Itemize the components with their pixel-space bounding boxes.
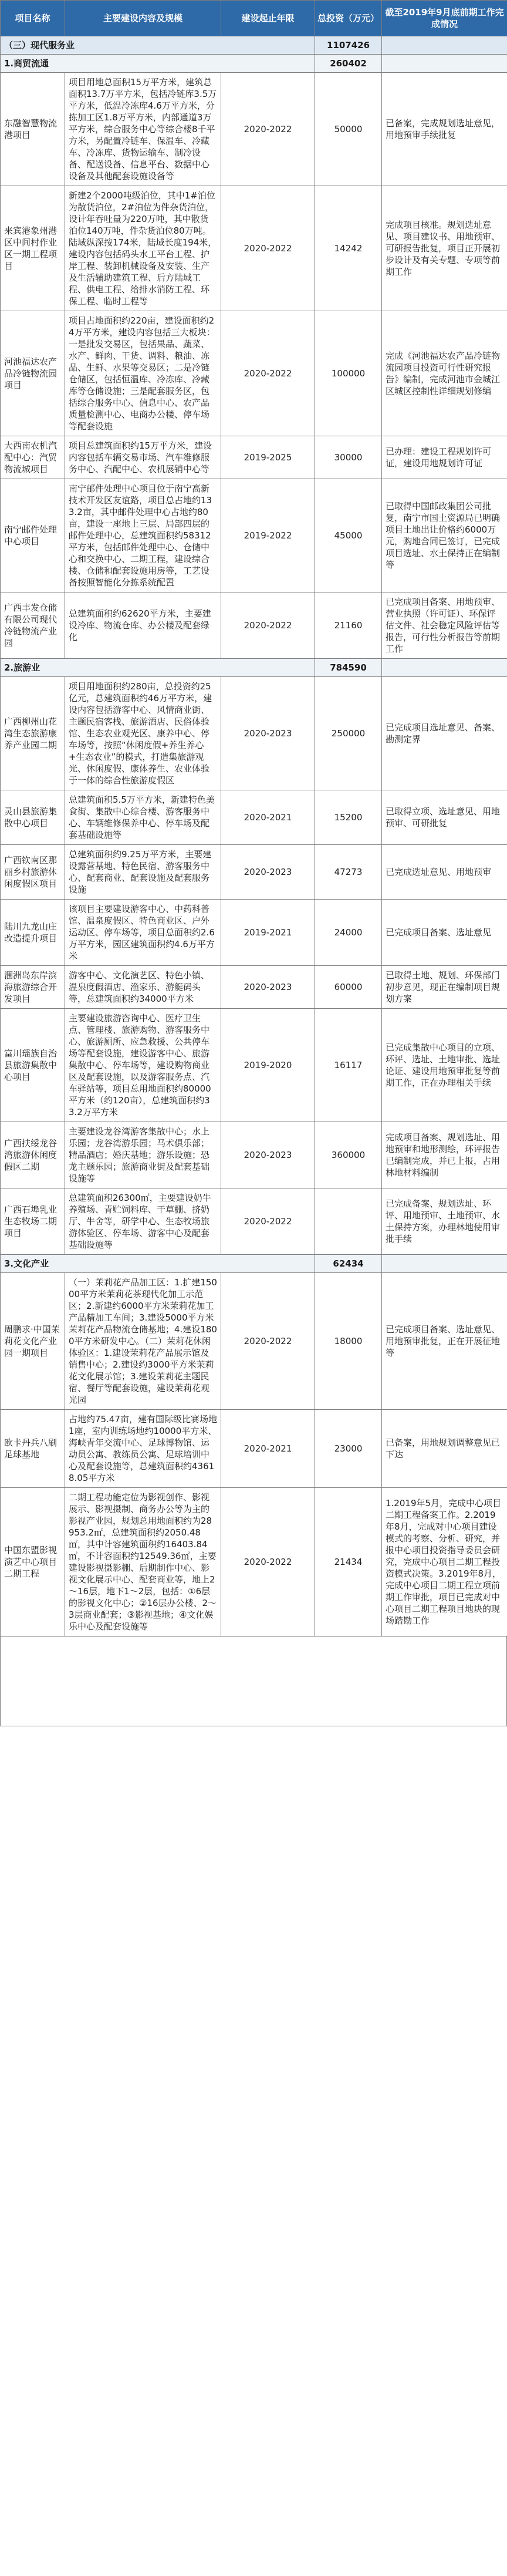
group-title: 3.文化产业 xyxy=(1,1255,315,1273)
header-progress: 截至2019年9月底前期工作完成情况 xyxy=(382,1,507,36)
project-period-cell: 2020-2022 xyxy=(221,311,315,436)
project-name-cell: 灵山县旅游集散中心项目 xyxy=(1,790,65,845)
project-progress-cell: 已完成项目备案、用地预审、营业执照（许可证）、环保评估文件、社会稳定风险评估等报告，可行性分析报告等前期工作 xyxy=(382,592,507,659)
project-period-cell: 2020-2023 xyxy=(221,1122,315,1188)
project-name-cell: 广西石埠乳业生态牧场二期项目 xyxy=(1,1188,65,1255)
project-name-cell: 陆川九龙山庄改造提升项目 xyxy=(1,900,65,966)
project-progress-cell: 完成项目核准。规划选址意见、项目建议书、用地预审、可研报告批复，项目正开展初步设计及有关专题、专项等前期工作 xyxy=(382,186,507,311)
header-period: 建设起止年限 xyxy=(221,1,315,36)
project-content-cell: 游客中心、文化演艺区、特色小镇、温泉度假酒店、渔家乐、游艇码头等，总建筑面积约34000平方米 xyxy=(65,966,221,1009)
group-amount: 62434 xyxy=(315,1255,382,1273)
project-period-cell: 2020-2022 xyxy=(221,1273,315,1410)
section-amount: 1107426 xyxy=(315,36,382,55)
project-content-cell: 占地约75.47亩，建有国际级比赛场地1座，室内训练场地约10000平方米、海峡青年交流中心、足球博物馆、运动员公寓、教练员公寓、足球培训中心及配套设施等，总建筑面积约43618.05平方米 xyxy=(65,1410,221,1488)
project-progress-cell: 已完成项目备案、选址意见 xyxy=(382,900,507,966)
project-investment-cell: 250000 xyxy=(315,677,382,790)
project-investment-cell: 21160 xyxy=(315,592,382,659)
project-name-cell: 涠洲岛东岸滨海旅游综合开发项目 xyxy=(1,966,65,1009)
project-investment-cell: 14242 xyxy=(315,186,382,311)
project-content-cell: 项目用地总面积15万平方米，建筑总面积13.7万平方米，包括冷链库3.5万平方米，低温冷冻库4.6万平方米，分拣加工区1.8万平方米，内部通道3万平方米，综合服务中心等综合楼8千平方米，另配置冷链车、保温车、冷藏车、冷冻库、货物运输车、制冷设备、配送设备、信息平台、数据中心设备及其他配套设施设备等 xyxy=(65,73,221,186)
group-amount: 260402 xyxy=(315,55,382,73)
project-period-cell: 2019-2020 xyxy=(221,1009,315,1122)
project-name-cell: 广西柳州山花湾生态旅游康养产业园二期 xyxy=(1,677,65,790)
project-content-cell: 总建筑面积5.5万平方米，新建特色美食街、集散中心综合楼、游客服务中心、车辆维修保养中心、停车场及配套基础设施等 xyxy=(65,790,221,845)
project-investment-cell: 15200 xyxy=(315,790,382,845)
project-period-cell: 2020-2022 xyxy=(221,186,315,311)
project-period-cell: 2020-2021 xyxy=(221,790,315,845)
project-name-cell: 南宁邮件处理中心项目 xyxy=(1,479,65,592)
project-investment-cell: 50000 xyxy=(315,73,382,186)
group-row xyxy=(1,659,507,677)
project-investment-cell: 60000 xyxy=(315,966,382,1009)
project-progress-cell: 已取得中国邮政集团公司批复，南宁市国土资源局已明确项目土地出让价格约6000万元，购地合同已签订，已完成项目选址、水土保持正在编制等 xyxy=(382,479,507,592)
header-content: 主要建设内容及规模 xyxy=(65,1,221,36)
project-investment-cell: 24000 xyxy=(315,900,382,966)
project-progress-cell: 已完成选址意见、用地预审 xyxy=(382,845,507,900)
table-row xyxy=(1,311,507,436)
project-content-cell: （一）茉莉花产品加工区：1.扩建15000平方米茉莉花茶现代化加工示范区；2.新建约6000平方米茉莉花加工产品精加工车间；3.建设5000平方米茉莉花产品物流仓储基地；4.建设1800平方米研发中心。（二）茉莉花休闲体验区：1.建设茉莉花产品展示馆及销售中心；2.建设约3000平方米茉莉花文化展示馆；3.建设茉莉花主题民宿、餐厅等配套设施，建设茉莉花观光园 xyxy=(65,1273,221,1410)
table-row xyxy=(1,592,507,659)
table-row xyxy=(1,1188,507,1255)
project-name-cell: 大西南农机汽配中心：汽贸物流城项目 xyxy=(1,436,65,479)
project-progress-cell: 已取得立项、选址意见、用地预审、可研批复 xyxy=(382,790,507,845)
group-empty-cell xyxy=(382,1255,507,1273)
project-name-cell: 东融智慧物流港项目 xyxy=(1,73,65,186)
project-period-cell: 2019-2021 xyxy=(221,900,315,966)
group-empty-cell xyxy=(382,55,507,73)
project-progress-cell: 已完成项目选址意见、备案、勘测定界 xyxy=(382,677,507,790)
project-name-cell: 来宾港象州港区中间村作业区一期工程项目 xyxy=(1,186,65,311)
table-row xyxy=(1,436,507,479)
project-content-cell: 主要建设龙谷湾游客集散中心；水上乐园；龙谷湾游乐园；马术俱乐部；精品酒店；婚庆基地；游乐设施；恐龙主题乐园；旅游商业街及配套基础设施等 xyxy=(65,1122,221,1188)
project-progress-cell: 已备案，完成规划选址意见，用地预审手续批复 xyxy=(382,73,507,186)
project-name-cell: 富川瑶族自治县旅游集散中心项目 xyxy=(1,1009,65,1122)
project-content-cell: 二期工程功能定位为影视创作、影视展示、影视摄制、商务办公等为主的影视产业园，规划总用地面积约为28953.2㎡，总建筑面积约2050.48㎡，其中计容建筑面积约16403.84㎡，不计容面积约12549.36㎡，主要建设影视摄影棚、后期制作中心、影视文化展示中心、配套商业等，地上2～16层，地下1～2层，包括：①6层的影视文化中心；②16层办公楼、2～3层商业配套；③影视基地；④文化娱乐中心及配套设施等 xyxy=(65,1488,221,1636)
project-name-cell: 广西钦南区那丽乡村旅游休闲度假区项目 xyxy=(1,845,65,900)
project-investment-cell: 30000 xyxy=(315,436,382,479)
project-progress-cell: 已备案，用地规划调整意见已下达 xyxy=(382,1410,507,1488)
project-period-cell: 2020-2022 xyxy=(221,73,315,186)
group-amount: 784590 xyxy=(315,659,382,677)
project-progress-cell: 已完成备案、规划选址、环评、用地预审、土地预审、水土保持方案，办理林地使用审批手续 xyxy=(382,1188,507,1255)
table-row xyxy=(1,677,507,790)
project-content-cell: 新建2个2000吨级泊位，其中1#泊位为散货泊位，2#泊位为件杂货泊位，设计年吞吐量为220万吨，其中散货泊位140万吨，件杂货泊位80万吨。陆域纵深按174米，陆域长度194米，建设内容包括码头水工平台工程、护岸工程、装卸机械设备及安装、生产及生活辅助建筑工程、后方陆域工程、供电工程、给排水消防工程、环保工程、临时工程等 xyxy=(65,186,221,311)
project-content-cell: 总建筑面积26300㎡，主要建设奶牛养殖场、青贮饲料库、干草棚、挤奶厅、牛舍等，研学中心、生态牧场旅游体验区、停车场、游客中心及配套基础设施等 xyxy=(65,1188,221,1255)
project-progress-cell: 完成项目备案、规划选址、用地预审和地形测绘，环评报告已编制完成，并已上报，占用林地材料编制 xyxy=(382,1122,507,1188)
project-name-cell: 欧卡丹兵八刷足球基地 xyxy=(1,1410,65,1488)
project-name-cell: 河池福达农产品冷链物流园项目 xyxy=(1,311,65,436)
project-investment-cell: 23000 xyxy=(315,1410,382,1488)
project-period-cell: 2020-2021 xyxy=(221,1410,315,1488)
project-period-cell: 2019-2025 xyxy=(221,436,315,479)
project-investment-cell: 360000 xyxy=(315,1122,382,1188)
group-row xyxy=(1,1255,507,1273)
table-row xyxy=(1,73,507,186)
table-row xyxy=(1,900,507,966)
project-progress-cell: 已完成集散中心项目的立项、环评、选址、土地审批、选址论证、建设用地预审批复等前期工作，正在办理相关手续 xyxy=(382,1009,507,1122)
header-project-name: 项目名称 xyxy=(1,1,65,36)
section-title: （三）现代服务业 xyxy=(1,36,315,55)
group-title: 2.旅游业 xyxy=(1,659,315,677)
project-period-cell: 2020-2022 xyxy=(221,592,315,659)
project-investment-cell xyxy=(315,1188,382,1255)
project-investment-cell: 18000 xyxy=(315,1273,382,1410)
section-row xyxy=(1,36,507,55)
project-investment-cell: 16117 xyxy=(315,1009,382,1122)
project-period-cell: 2020-2023 xyxy=(221,845,315,900)
table-row xyxy=(1,1122,507,1188)
header-investment: 总投资（万元） xyxy=(315,1,382,36)
project-content-cell: 项目总建筑面积约15万平方米，建设内容包括车辆交易市场、汽车维修服务中心、汽配中心、农机展销中心等 xyxy=(65,436,221,479)
group-row xyxy=(1,55,507,73)
project-content-cell: 项目用地面积约280亩，总投资约25亿元，总建筑面积约46万平方米，建设内容包括游客中心、风情商业街、主题民宿客栈、旅游酒店、民俗体验馆、生态农业观光区、康养中心、停车场等，按照“休闲度假+养生养心+生态农业”的模式，打造集旅游观光、休闲度假、康体养生、农业体验于一体的综合性旅游度假区 xyxy=(65,677,221,790)
group-title: 1.商贸流通 xyxy=(1,55,315,73)
table-bottom-area xyxy=(0,1636,507,1726)
project-investment-cell: 47273 xyxy=(315,845,382,900)
table-row xyxy=(1,1273,507,1410)
project-content-cell: 总建筑面积约9.25万平方米，主要建设露营基地、特色民宿、游客服务中心、配套商业、配套设施及配套服务设施 xyxy=(65,845,221,900)
table-row xyxy=(1,790,507,845)
project-progress-cell: 已取得土地、规划、环保部门初步意见，现正在编制项目规划方案 xyxy=(382,966,507,1009)
table-header-row xyxy=(1,1,507,36)
project-investment-cell: 45000 xyxy=(315,479,382,592)
table-row xyxy=(1,186,507,311)
project-period-cell: 2020-2022 xyxy=(221,1188,315,1255)
project-investment-cell: 100000 xyxy=(315,311,382,436)
project-name-cell: 中国东盟影视演艺中心项目二期工程 xyxy=(1,1488,65,1636)
project-content-cell: 主要建设旅游咨询中心、医疗卫生点、管理楼、旅游购物、游客服务中心、旅游厕所、应急救援、公共停车场等配套设施，建设游客中心、旅游集散中心、停车场等，建设购物商业区及配套设施，以及游客服务点、汽车驿站等，项目总用地面积约80000平方米（约120亩），总建筑面积约33.2万平方米 xyxy=(65,1009,221,1122)
table-row xyxy=(1,479,507,592)
table-row xyxy=(1,1488,507,1636)
project-progress-cell: 已完成项目备案、选址意见、用地预审批复，正在开展征地等 xyxy=(382,1273,507,1410)
table-row xyxy=(1,966,507,1009)
project-name-cell: 广西丰发仓储有限公司现代冷链物流产业园 xyxy=(1,592,65,659)
project-name-cell: 广西扶绥龙谷湾旅游休闲度假区二期 xyxy=(1,1122,65,1188)
project-name-cell: 周鹏求·中国茉莉花文化产业园一期项目 xyxy=(1,1273,65,1410)
project-progress-cell: 已办理：建设工程规划许可证，建设用地规划许可证 xyxy=(382,436,507,479)
section-empty-cell xyxy=(382,36,507,55)
project-investment-cell: 21434 xyxy=(315,1488,382,1636)
table-body xyxy=(1,36,507,1636)
table-row xyxy=(1,1009,507,1122)
project-content-cell: 总建筑面积约62620平方米，主要建设冷库、物流仓库、办公楼及配套绿化 xyxy=(65,592,221,659)
project-content-cell: 项目占地面积约220亩，建设面积约24万平方米，建设内容包括三大板块：一是批发交易区，包括果品、蔬菜、水产、鲜肉、干货、调料、粮油、冻品、生鲜、水果等交易区；二是冷链仓储区，包括恒温库、冷冻库、冷藏库等仓储设施；三是配套服务区，包括综合服务中心、信息中心、农产品质量检测中心、电商办公楼、停车场等配套设施 xyxy=(65,311,221,436)
project-period-cell: 2019-2022 xyxy=(221,479,315,592)
table-row xyxy=(1,845,507,900)
project-content-cell: 该项目主要建设游客中心、中药科普馆、温泉度假区、特色商业区、户外运动区、停车场等，项目总面积约2.6万平方米，园区建筑面积约4.6万平方米 xyxy=(65,900,221,966)
project-progress-cell: 完成《河池福达农产品冷链物流园项目投资可行性研究报告》编制，完成河池市金城江区城区控制性详细规划修编 xyxy=(382,311,507,436)
project-period-cell: 2020-2023 xyxy=(221,677,315,790)
table-row xyxy=(1,1410,507,1488)
project-period-cell: 2020-2022 xyxy=(221,1488,315,1636)
project-period-cell: 2020-2023 xyxy=(221,966,315,1009)
group-empty-cell xyxy=(382,659,507,677)
project-content-cell: 南宁邮件处理中心项目位于南宁高新技术开发区友谊路，项目总占地约133.2亩，其中邮件处理中心占地约80亩，建设一座地上三层、局部四层的邮件处理中心，总建筑面积约58312平方米，包括邮件处理中心、仓储中心和交换中心、二期工程，建设综合楼、仓储和配套设施用房等，工艺设备按照智能化分拣系统配置 xyxy=(65,479,221,592)
project-progress-cell: 1.2019年5月，完成中心项目二期工程备案工作。2.2019年8月，完成对中心项目建设模式的考察、分析、研究，并报中心项目投资指导委员会研究，完成中心项目二期工程投资模式决策。3.2019年8月，完成中心项目二期工程立项前期工作审批，项目已完成对中心项目二期工程项目地块的现场踏勘工作 xyxy=(382,1488,507,1636)
